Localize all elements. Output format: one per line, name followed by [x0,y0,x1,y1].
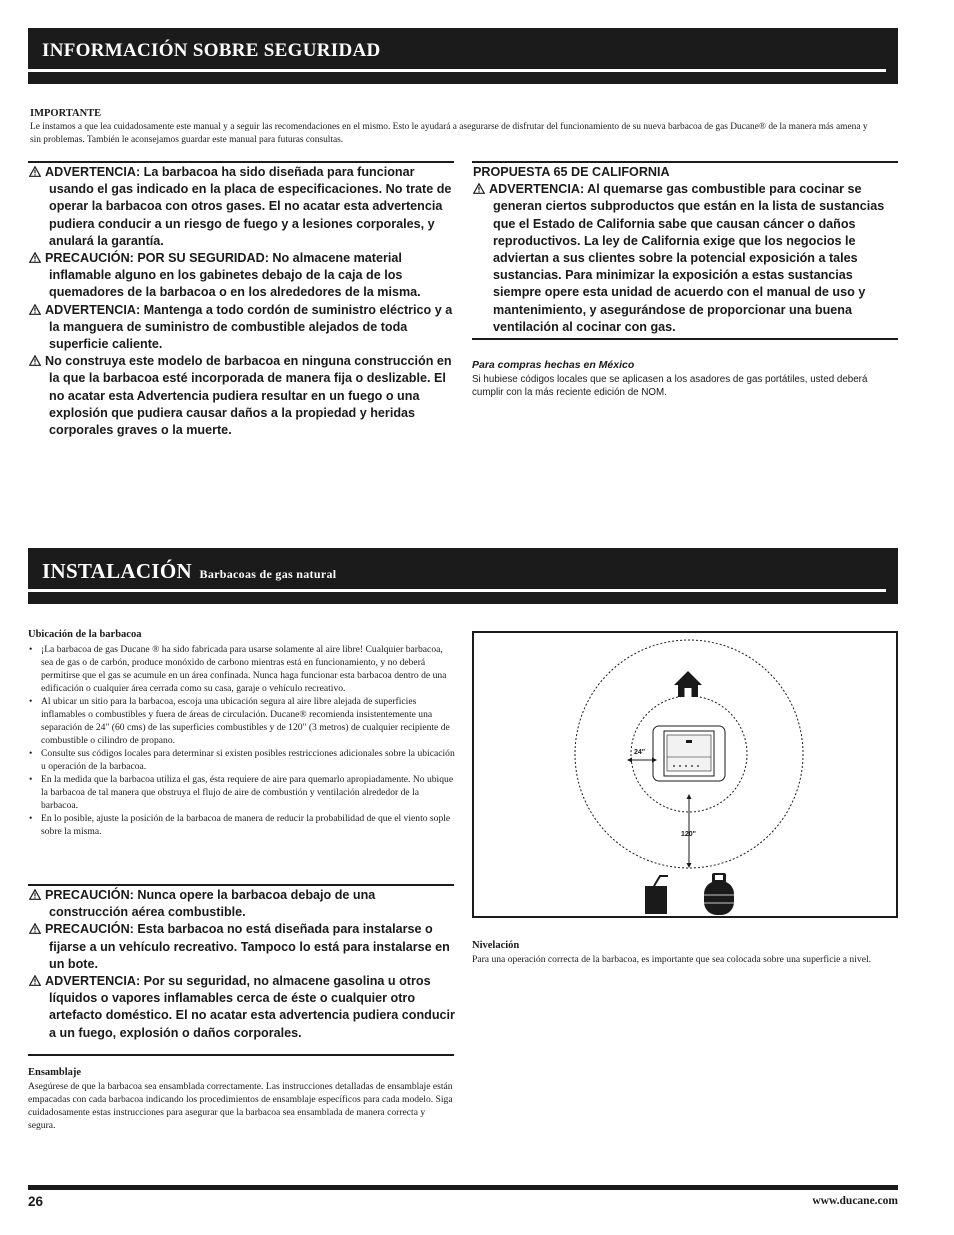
list-item: • Al ubicar un sitio para la barbacoa, escoja una ubicación segura al aire libre alejada de superficies inflamables o combustibles y fuera de áreas de circulación. Ducane® recomienda insistentemente una separación de 24" (60 cms) de las superficies combustibles y de 120" (3 metros) de cualquier recipiente de combustible o cilindro de propano. [28,695,455,747]
list-item: • En lo posible, ajuste la posición de la barbacoa de manera de reducir la probabilidad de que el viento sople sobre la misma. [28,812,455,838]
warning-triangle-icon [29,353,45,370]
clearance-24-arrow [627,758,657,763]
gas-can-icon [645,876,668,914]
prop65-warning: ADVERTENCIA: Al quemarse gas combustible para cocinar se generan ciertos subproductos que están en la lista de sustancias que el Estado de California sabe que causan cáncer o daños reproductivos. La ley de California exige que los negocios le adviertan a sus clientes sobre la potencial exposición a tales sustancias. Para minimizar la exposición a estas sustancias siempre opere esta unidad de acuerdo con el manual de uso y mantenimiento, y asegurándose de proporcionar una buena ventilación al cocinar con gas. [473,181,899,336]
warning-item: PRECAUCIÓN: POR SU SEGURIDAD: No almacene material inflamable alguno en los gabinetes debajo de la caja de los quemadores de la barbacoa o en los alrededores de la misma. [29,250,455,302]
divider [28,1054,454,1056]
warning-item: ADVERTENCIA: Por su seguridad, no almacene gasolina u otros líquidos o vapores inflamables cerca de éste o cualquier otro artefacto doméstico. El no acatar esta advertencia pudiera conducir a un fuego, explosión o daños corporales. [29,973,455,1042]
banner-rule [28,69,886,72]
prop65-block [473,164,899,336]
install-section-title: INSTALACIÓN Barbacoas de gas natural [42,559,337,583]
clearance-diagram [472,631,898,918]
warning-item: No construya este modelo de barbacoa en ninguna construcción en la que la barbacoa esté incorporada de manera fija o deslizable. El no acatar esta Advertencia pudiera resultar en un fuego o una explosión que pudiera causar daños a la propiedad y heridas corporales graves o la muerte. [29,353,455,439]
page-number: 26 [28,1194,44,1209]
mexico-text: Si hubiese códigos locales que se aplicasen a los asadores de gas portátiles, usted deberá cumplir con la más reciente edición de NOM. [472,374,868,398]
safety-section-title: INFORMACIÓN SOBRE SEGURIDAD [42,40,381,61]
nivelacion-text: Para una operación correcta de la barbacoa, es importante que sea colocada sobre una superficie a nivel. [472,954,872,965]
warning-triangle-icon [29,921,45,938]
mexico-label: Para compras hechas en México [472,359,635,371]
warning-item: ADVERTENCIA: Mantenga a todo cordón de suministro eléctrico y a la manguera de suministro de combustible alejados de toda superficie caliente. [29,302,455,354]
divider [28,161,454,163]
warning-triangle-icon [29,973,45,990]
ubicacion-list [28,643,455,838]
warning-triangle-icon [29,887,45,904]
safety-section-banner [28,28,898,84]
list-item: • Consulte sus códigos locales para determinar si existen posibles restricciones adicionales sobre la ubicación u operación de la barbacoa. [28,747,455,773]
divider [472,338,898,340]
divider [28,884,454,886]
ensamblaje-label: Ensamblaje [28,1067,82,1078]
label-120: 120" [681,831,696,838]
install-section-banner [28,548,898,604]
footer-rule [28,1185,898,1190]
ensamblaje-text: Asegúrese de que la barbacoa sea ensamblada correctamente. Las instrucciones detalladas de ensamblaje están empacadas con cada barbacoa indicando los procedimientos de ensamblaje específicos para cada modelo. Siga cuidadosamente estas instrucciones para asegurar que la barbacoa sea ensamblada de manera correcta y segura. [28,1081,453,1131]
list-item: • En la medida que la barbacoa utiliza el gas, ésta requiere de aire para quemarlo apropiadamente. No ubique la barbacoa de tal manera que obstruya el flujo de aire de combustión y ventilación alrededor de la barbacoa. [28,773,455,812]
propane-tank-icon [704,873,734,915]
nivelacion-label: Nivelación [472,940,520,951]
grill-icon [653,726,725,781]
divider [472,161,898,163]
warning-triangle-icon [29,250,45,267]
warning-triangle-icon [29,302,45,319]
prop65-title: PROPUESTA 65 DE CALIFORNIA [473,165,670,179]
warning-triangle-icon [473,181,489,198]
install-warnings [29,887,455,1042]
ubicacion-label: Ubicación de la barbacoa [28,629,142,640]
list-item: • ¡La barbacoa de gas Ducane ® ha sido fabricada para usarse solamente al aire libre! Cualquier barbacoa, sea de gas o de carbón, produce monóxido de carbono mientras está en funcionamiento, y no deberá permitirse que el gas se acumule en un área confinada. Nunca haga funcionar esta barbacoa dentro de una edificación o cualquier área cerrada como su casa, garaje o vehículo recreativo. [28,643,455,695]
label-24: 24" [634,749,646,756]
warning-triangle-icon [29,164,45,181]
safety-warnings-left [29,164,455,439]
website-url: www.ducane.com [812,1195,898,1207]
house-icon [674,671,702,697]
importante-text: Le instamos a que lea cuidadosamente este manual y a seguir las recomendaciones en el mismo. Esto le ayudará a asegurarse de disfrutar del funcionamiento de su nueva barbacoa de gas Ducane® de la manera más amena y sin problemas. También le aconsejamos guardar este manual para futuras consultas. [30,122,868,145]
importante-label: IMPORTANTE [30,108,102,119]
warning-item: PRECAUCIÓN: Esta barbacoa no está diseñada para instalarse o fijarse a un vehículo recreativo. Tampoco lo está para instalarse en un bote. [29,921,455,973]
warning-item: PRECAUCIÓN: Nunca opere la barbacoa debajo de una construcción aérea combustible. [29,887,455,921]
install-section-subtitle: Barbacoas de gas natural [199,567,337,581]
banner-rule [28,589,886,592]
clearance-diagram-svg [474,633,896,916]
warning-item: ADVERTENCIA: La barbacoa ha sido diseñada para funcionar usando el gas indicado en la placa de especificaciones. No trate de operar la barbacoa con otros gases. El no acatar esta advertencia pudiera conducir a un riesgo de fuego y a lesiones corporales, y anulará la garantía. [29,164,455,250]
